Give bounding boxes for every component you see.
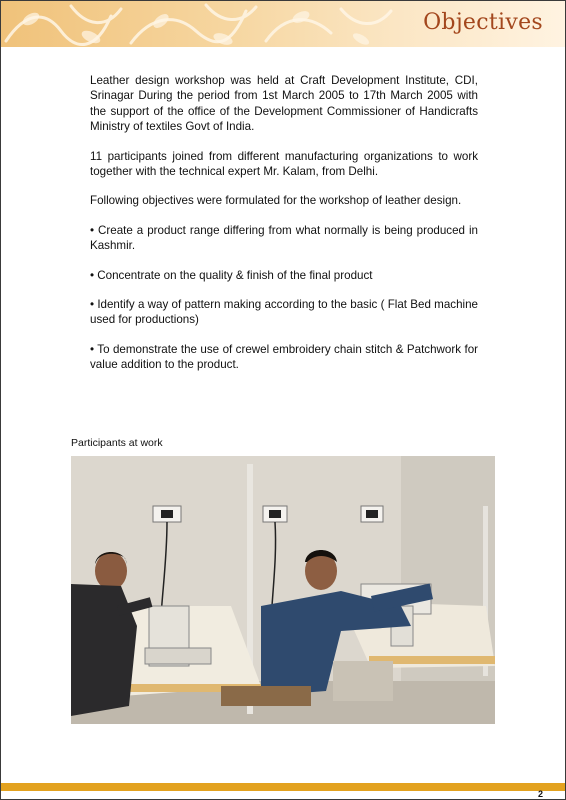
objective-item: • Identify a way of pattern making according to the basic ( Flat Bed machine used for productions) — [90, 298, 478, 327]
page-title: Objectives — [423, 10, 543, 35]
workshop-photo-illustration — [71, 456, 495, 724]
paragraph-objectives-intro: Following objectives were formulated for the workshop of leather design. — [90, 194, 462, 208]
paragraph-participants: 11 participants joined from different manufacturing organizations to work together with the technical expert Mr. Kalam, from Delhi. — [90, 149, 478, 179]
body-text — [90, 73, 478, 387]
photo-caption: Participants at work — [71, 437, 163, 449]
objective-item: • Concentrate on the quality & finish of the final product — [90, 268, 373, 282]
objective-item: • Create a product range differing from what normally is being produced in Kashmir. — [90, 223, 478, 253]
paragraph-workshop: Leather design workshop was held at Craft Development Institute, CDI, Srinagar During the period from 1st March 2005 to 17th March 2005 with the support of the office of the Development Commissioner of Handicrafts Ministry of textiles Govt of India. — [90, 74, 478, 134]
header-band — [1, 1, 565, 47]
footer-band — [1, 783, 565, 791]
page-number: 2 — [537, 789, 543, 799]
objective-item: • To demonstrate the use of crewel embroidery chain stitch & Patchwork for value addition to the product. — [90, 342, 478, 372]
workshop-photo — [71, 456, 495, 724]
